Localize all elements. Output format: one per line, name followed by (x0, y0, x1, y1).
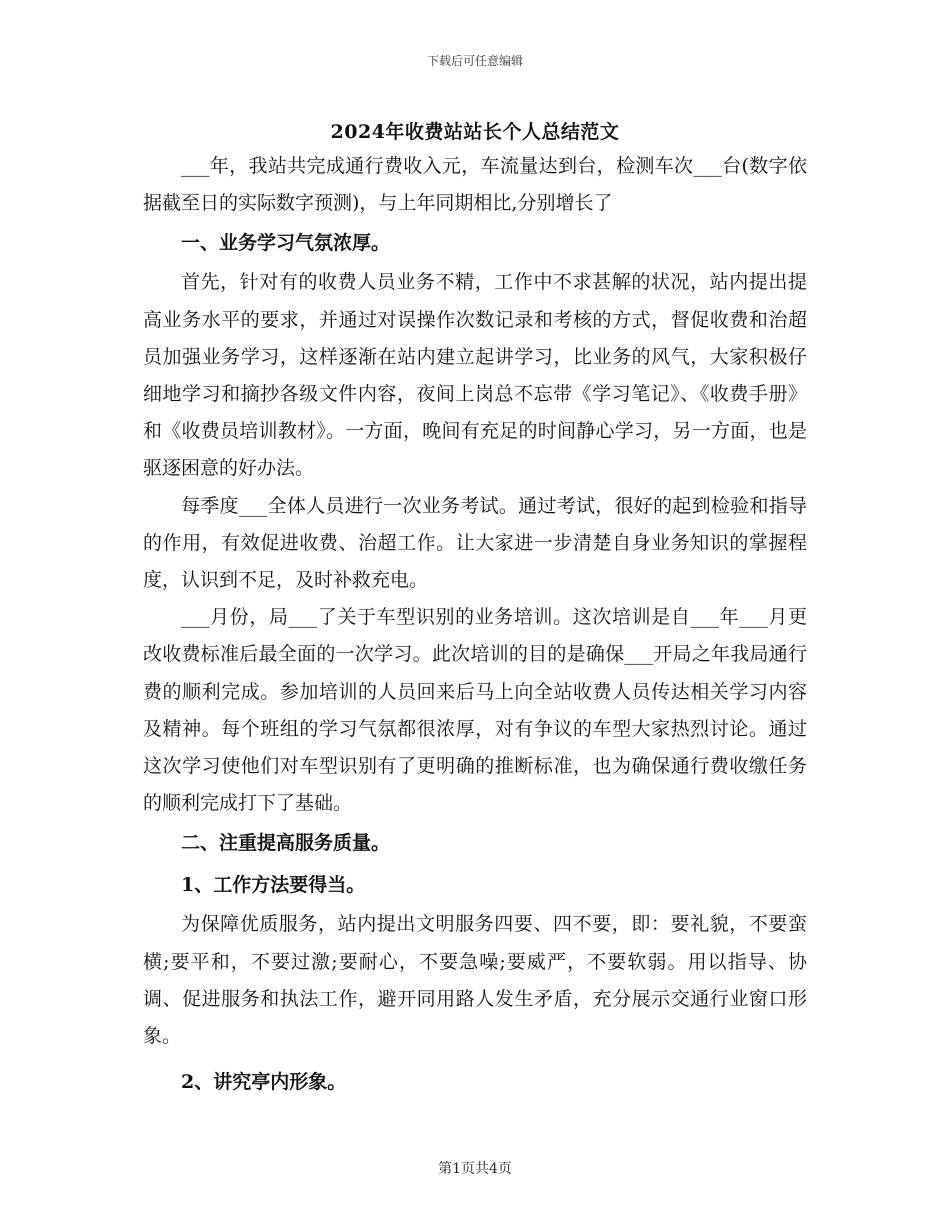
paragraph-quarterly-exam: 每季度___全体人员进行一次业务考试。通过考试，很好的起到检验和指导的作用，有效促进收费、治超工作。让大家进一步清楚自身业务知识的掌握程度，认识到不足，及时补救充电。 (143, 494, 807, 592)
paragraph-vehicle-training: ___月份，局___了关于车型识别的业务培训。这次培训是自___年___月更改收费标准后最全面的一次学习。此次培训的目的是确保___开局之年我局通行费的顺利完成。参加培训的人员回来后马上向全站收费人员传达相关学习内容及精神。每个班组的学习气氛都很浓厚，对有争议的车型大家热烈讨论。通过这次学习使他们对车型识别有了更明确的推断标准，也为确保通行费收缴任务的顺利完成打下了基础。 (143, 606, 807, 815)
document-body (143, 148, 807, 1103)
section-heading-2: 二、注重提高服务质量。 (181, 832, 391, 855)
subsection-heading-2: 2、讲究亭内形象。 (181, 1071, 347, 1094)
section-heading-1: 一、业务学习气氛浓厚。 (181, 232, 391, 255)
paragraph-business-study: 首先，针对有的收费人员业务不精，工作中不求甚解的状况，站内提出提高业务水平的要求，并通过对误操作次数记录和考核的方式，督促收费和治超员加强业务学习，这样逐渐在站内建立起讲学习，比业务的风气，大家积极仔细地学习和摘抄各级文件内容，夜间上岗总不忘带《学习笔记》、《收费手册》和《收费员培训教材》。一方面，晚间有充足的时间静心学习，另一方面，也是驱逐困意的好办法。 (143, 271, 807, 480)
document-title: 2024年收费站站长个人总结范文 (330, 121, 620, 143)
paragraph-service-rules: 为保障优质服务，站内提出文明服务四要、四不要，即：要礼貌，不要蛮横;要平和，不要过激;要耐心，不要急噪;要威严，不要软弱。用以指导、协调、促进服务和执法工作，避开同用路人发生矛盾，充分展示交通行业窗口形象。 (143, 913, 807, 1048)
header-note: 下载后可任意编辑 (426, 54, 523, 68)
page-number: 第1页共4页 (438, 1161, 512, 1177)
subsection-heading-1: 1、工作方法要得当。 (181, 874, 366, 897)
paragraph-intro: ___年，我站共完成通行费收入元，车流量达到台，检测车次___台(数字依据截至日的实际数字预测)，与上年同期相比,分别增长了 (143, 155, 807, 215)
